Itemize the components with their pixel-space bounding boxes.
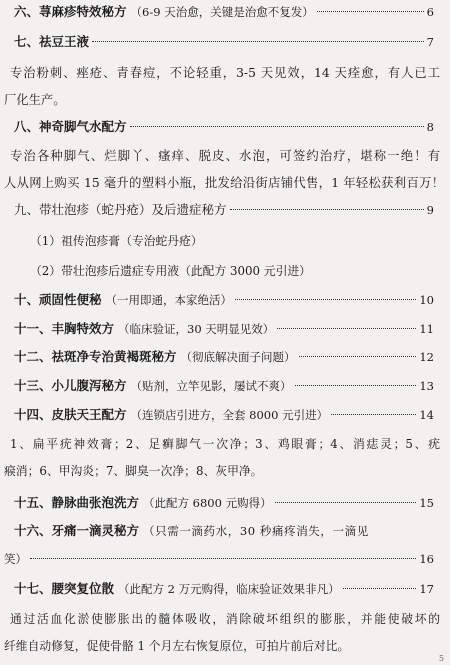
entry-14-items-line-2: 瘊消；6、甲沟炎；7、脚臭一次净；8、灰甲净。: [4, 464, 263, 478]
toc-leader-dots: [277, 328, 416, 329]
toc-page-number: 9: [426, 203, 434, 217]
toc-leader-dots: [317, 11, 424, 12]
toc-title: 八、神奇脚气水配方: [14, 119, 127, 134]
toc-note: （连锁店引进方，全套 8000 元引进）: [130, 408, 329, 422]
toc-note: （彻底解决面子问题）: [180, 350, 296, 364]
toc-entry-11: [14, 320, 434, 338]
toc-title: 十五、静脉曲张泡洗方: [14, 495, 140, 510]
toc-page-number: 11: [419, 322, 434, 336]
entry-8-description-line-1: 专治各种脚气、烂脚丫、瘙痒、脱皮、水泡，可签约治疗，堪称一绝！有: [10, 149, 440, 163]
toc-page-number: 6: [426, 5, 434, 19]
toc-entry-16-continuation: [4, 550, 434, 568]
entry-9-sub-item-1: （1）祖传泡疹膏（专治蛇丹疮）: [30, 234, 203, 248]
toc-title: 十四、皮肤天王配方: [14, 407, 127, 422]
toc-note: （只需一滴药水，30 秒痛疼消失，一滴见: [143, 524, 369, 538]
toc-page-number: 16: [419, 552, 434, 566]
toc-entry-10: [14, 291, 434, 309]
toc-title: 九、带壮泡疹（蛇丹疮）及后遗症秘方: [14, 202, 227, 217]
toc-page-number: 13: [419, 379, 434, 393]
toc-title: 六、荨麻疹特效秘方: [14, 4, 127, 19]
toc-leader-dots: [30, 558, 416, 559]
entry-17-description-line-2: 纤维自动修复，促使骨骼 1 个月左右恢复原位，可拍片前后对比。: [4, 639, 350, 653]
toc-page-number: 10: [419, 293, 434, 307]
entry-7-description-line-1: 专治粉刺、痤疮、青春痘，不论轻重，3-5 天见效，14 天痊愈，有人已工: [10, 66, 440, 80]
toc-entry-14: [14, 406, 434, 424]
toc-title: 十三、小儿腹泻秘方: [14, 378, 127, 393]
entry-17-description-line-1: 通过活血化淤使膨胀出的髓体吸收，消除破坏组织的膨胀，并能使破坏的: [10, 612, 440, 626]
toc-leader-dots: [130, 126, 424, 127]
toc-page-number: 8: [426, 120, 434, 134]
toc-entry-12: [14, 348, 434, 366]
corner-page-number: 5: [438, 654, 444, 663]
toc-note-continuation: 笑）: [4, 552, 27, 566]
toc-leader-dots: [331, 414, 416, 415]
entry-7-description-line-2: 厂化生产。: [4, 93, 66, 107]
toc-leader-dots: [295, 385, 417, 386]
toc-note: （临床验证，30 天明显见效）: [118, 322, 275, 336]
toc-note: （贴剂，立竿见影，屡试不爽）: [130, 379, 292, 393]
toc-entry-17: [14, 580, 434, 598]
toc-leader-dots: [235, 299, 416, 300]
entry-14-items-line-1: 1、扁平疣神效膏；2、足癣脚气一次净；3、鸡眼膏；4、消痣灵；5、疣: [10, 437, 440, 451]
toc-note: （6-9 天治愈，关键是治愈不复发）: [130, 5, 314, 19]
toc-title: 十、顽固性便秘: [14, 292, 102, 307]
toc-entry-13: [14, 377, 434, 395]
toc-leader-dots: [299, 356, 417, 357]
toc-page-number: 14: [419, 408, 434, 422]
toc-page-number: 15: [419, 496, 434, 510]
toc-note: （一用即通，本家绝活）: [105, 293, 233, 307]
toc-entry-8: [14, 118, 434, 136]
toc-entry-9: [14, 201, 434, 219]
toc-entry-16: [14, 522, 434, 540]
toc-leader-dots: [92, 41, 424, 42]
entry-9-sub-item-2: （2）带壮泡疹后遗症专用液（此配方 3000 元引进）: [30, 264, 311, 278]
toc-title: 十一、丰胸特效方: [14, 321, 115, 336]
toc-entry-7: [14, 33, 434, 51]
toc-page-number: 7: [426, 35, 434, 49]
toc-leader-dots: [275, 502, 417, 503]
toc-note: （此配方 2 万元购得，临床验证效果非凡）: [118, 582, 340, 596]
toc-entry-6: [14, 3, 434, 21]
toc-title: 七、祛豆王液: [14, 34, 90, 49]
toc-note: （此配方 6800 元购得）: [143, 496, 272, 510]
toc-page-number: 12: [419, 350, 434, 364]
toc-title: 十六、牙痛一滴灵秘方: [14, 523, 140, 538]
toc-leader-dots: [343, 588, 417, 589]
entry-8-description-line-2: 人从网上购买 15 毫升的塑料小瓶，批发给沿街店铺代售，1 年轻松获利百万！: [4, 176, 444, 190]
toc-leader-dots: [230, 209, 424, 210]
toc-title: 十七、腰突复位散: [14, 581, 115, 596]
toc-title: 十二、祛斑净专治黄褐斑秘方: [14, 349, 177, 364]
toc-entry-15: [14, 494, 434, 512]
toc-page-number: 17: [419, 582, 434, 596]
